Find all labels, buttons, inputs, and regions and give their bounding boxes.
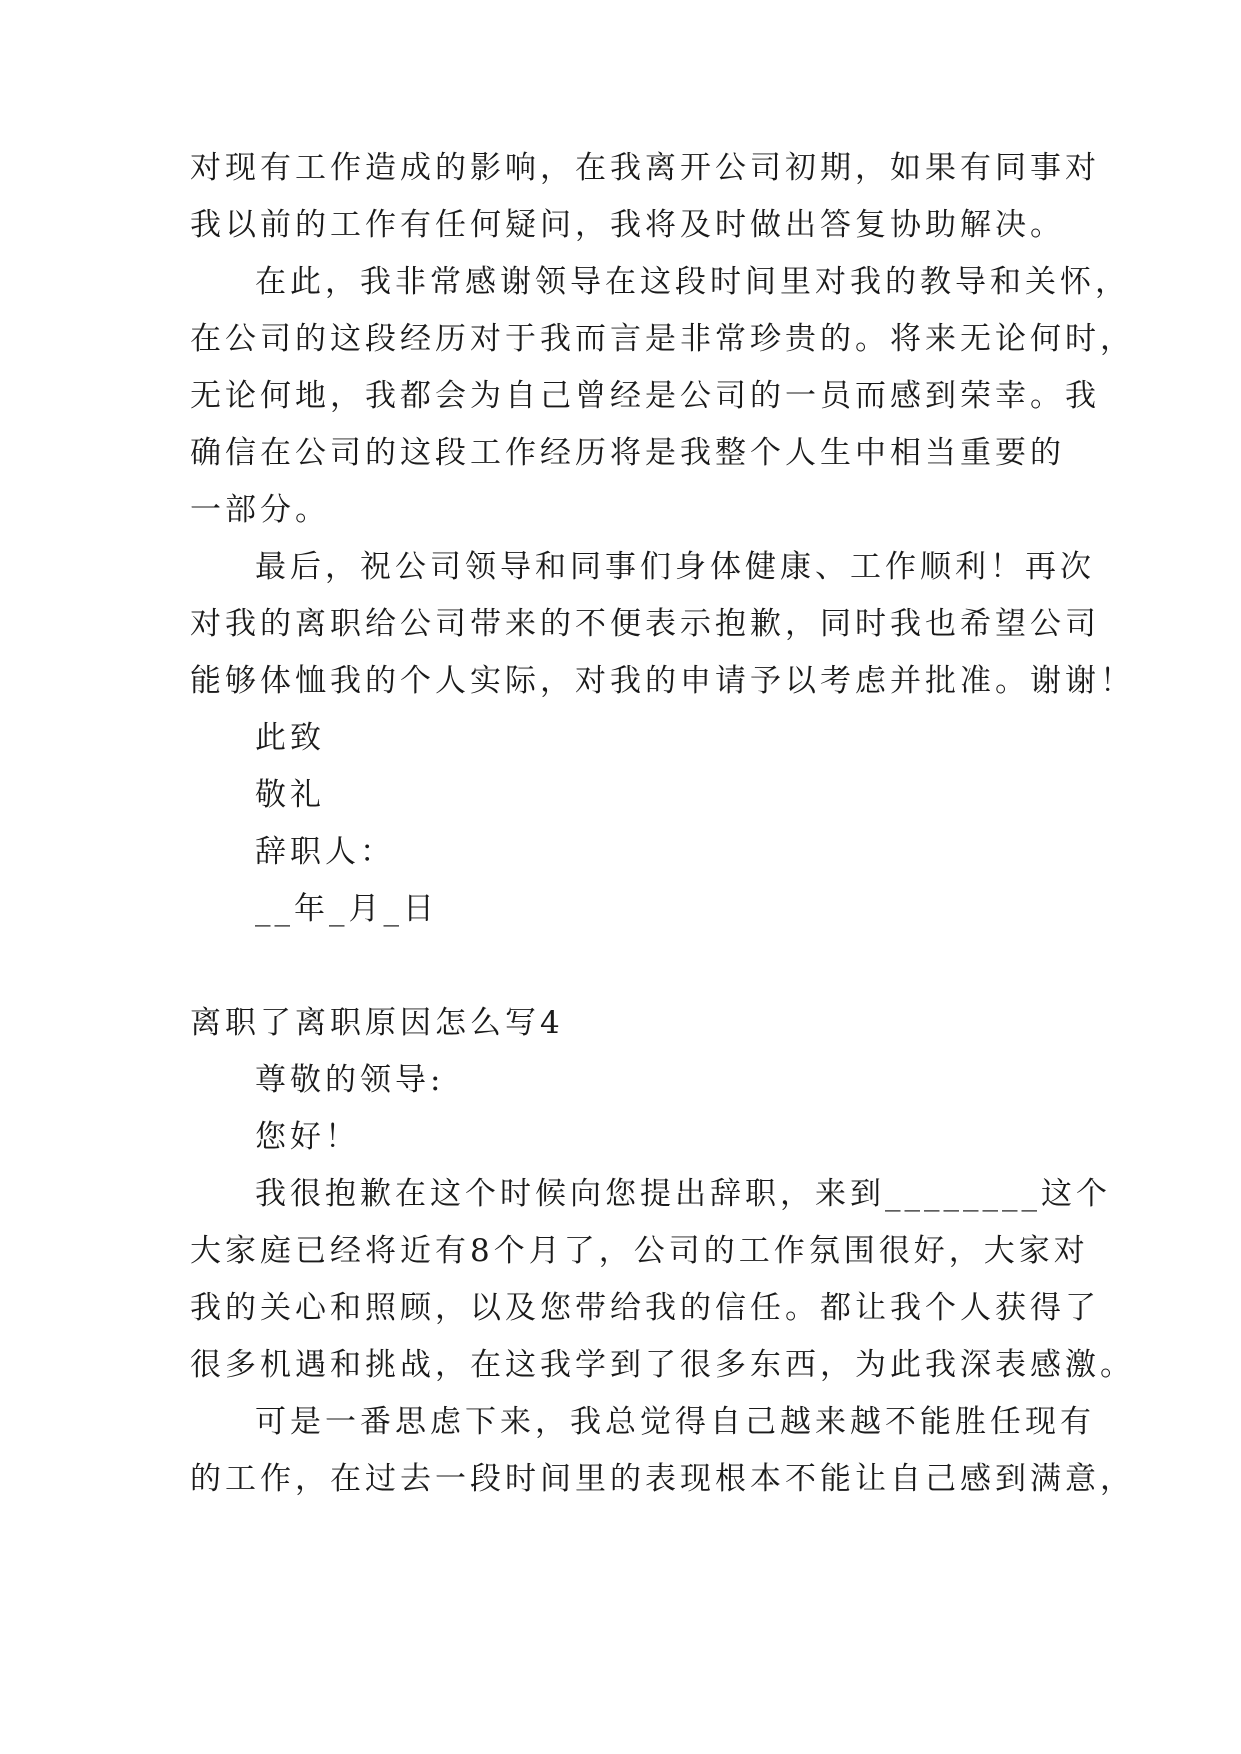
closing-line: 此致 [255, 720, 325, 756]
signature-line: 辞职人： [255, 834, 395, 870]
body-line: 我以前的工作有任何疑问，我将及时做出答复协助解决。 [190, 207, 1065, 243]
body-line: 一部分。 [190, 492, 330, 528]
body-line: 无论何地，我都会为自己曾经是公司的一员而感到荣幸。我 [190, 378, 1100, 414]
paragraph-start-line: 可是一番思虑下来，我总觉得自己越来越不能胜任现有 [255, 1404, 1095, 1440]
body-line: 很多机遇和挑战，在这我学到了很多东西，为此我深表感激。 [190, 1347, 1135, 1383]
body-line: 能够体恤我的个人实际，对我的申请予以考虑并批准。谢谢！ [190, 663, 1135, 699]
body-line: 对现有工作造成的影响，在我离开公司初期，如果有同事对 [190, 150, 1100, 186]
salutation-line: 敬礼 [255, 777, 325, 813]
body-line: 的工作，在过去一段时间里的表现根本不能让自己感到满意， [190, 1461, 1135, 1497]
greeting-line: 尊敬的领导: [255, 1062, 445, 1098]
body-line: 在公司的这段经历对于我而言是非常珍贵的。将来无论何时， [190, 321, 1135, 357]
body-line: 大家庭已经将近有8个月了，公司的工作氛围很好，大家对 [190, 1233, 1089, 1269]
date-line: __年_月_日 [255, 891, 438, 927]
greeting-line: 您好！ [255, 1119, 360, 1155]
body-line: 我的关心和照顾，以及您带给我的信任。都让我个人获得了 [190, 1290, 1100, 1326]
body-line: 确信在公司的这段工作经历将是我整个人生中相当重要的 [190, 435, 1065, 471]
section-heading: 离职了离职原因怎么写4 [190, 1005, 564, 1041]
paragraph-start-line: 我很抱歉在这个时候向您提出辞职，来到________这个 [255, 1176, 1111, 1212]
paragraph-start-line: 最后，祝公司领导和同事们身体健康、工作顺利！再次 [255, 549, 1095, 585]
paragraph-start-line: 在此，我非常感谢领导在这段时间里对我的教导和关怀， [255, 264, 1130, 300]
body-line: 对我的离职给公司带来的不便表示抱歉，同时我也希望公司 [190, 606, 1100, 642]
